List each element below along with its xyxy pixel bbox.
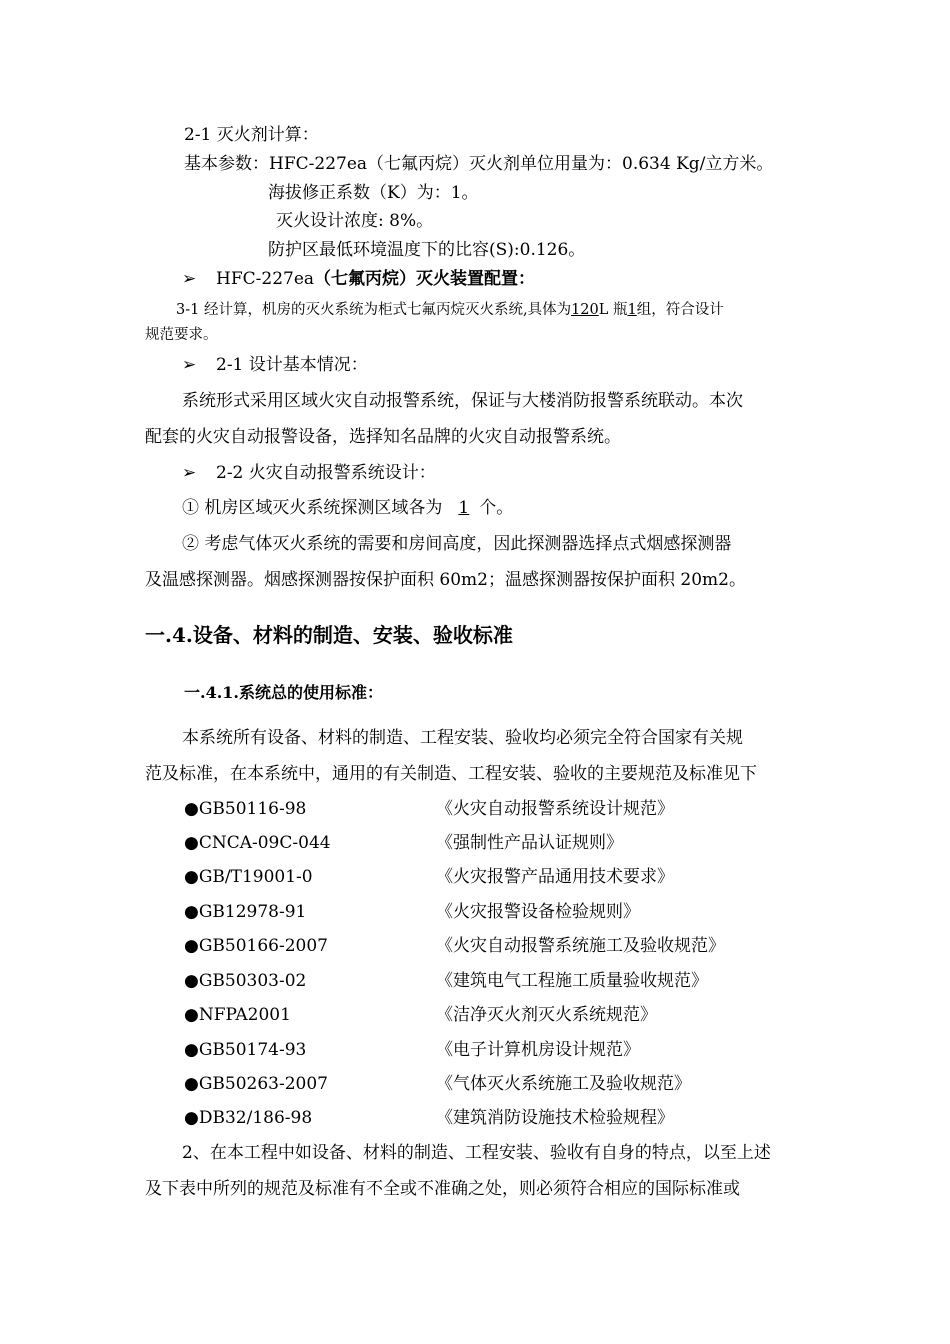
list-item [0,798,950,820]
design22-heading [182,462,436,484]
list-item [0,970,950,992]
list-item [0,1107,950,1129]
standard-name: 《火灾报警产品通用技术要求》 [436,867,674,887]
arrow-bullet-icon: ➢ [182,463,197,483]
design-concentration: 灭火设计浓度: 8%。 [276,211,434,231]
standard-name: 《气体灭火系统施工及验收规范》 [436,1074,691,1094]
design22-title: 2-2 火灾自动报警系统设计： [216,463,436,483]
design22-item2-line2: 及温感探测器。烟感探测器按保护面积 60m2；温感探测器按保护面积 20m2。 [145,570,746,590]
subsection-heading: 一.4.1.系统总的使用标准： [184,683,383,702]
calc31-text-b: L 瓶 [598,302,628,318]
config-heading-text: （七氟丙烷）灭火装置配置： [314,269,536,289]
standard-name: 《电子计算机房设计规范》 [436,1040,640,1060]
arrow-bullet-icon: ➢ [182,269,197,289]
intro-line2: 范及标准，在本系统中，通用的有关制造、工程安装、验收的主要规范及标准见下 [145,764,757,784]
design21-para-line1: 系统形式采用区域火灾自动报警系统，保证与大楼消防报警系统联动。本次 [182,391,743,411]
standard-code: ●GB12978-91 [184,902,307,922]
list-item [0,866,950,888]
closing-line1: 2、在本工程中如设备、材料的制造、工程安装、验收有自身的特点，以至上述 [182,1143,771,1163]
calc31-count: 1 [627,302,637,318]
standard-name: 《建筑消防设施技术检验规程》 [436,1108,674,1128]
standard-code: ●GB50166-2007 [184,936,328,956]
item1-text-b: 个。 [479,498,514,518]
standard-name: 《洁净灭火剂灭火系统规范》 [436,1005,657,1025]
standard-code: ●GB50303-02 [184,971,307,991]
standard-code: ●GB/T19001-0 [184,867,313,887]
intro-line1: 本系统所有设备、材料的制造、工程安装、验收均必须完全符合国家有关规 [182,728,743,748]
calc31-text-a: 3-1 经计算，机房的灭火系统为柜式七氟丙烷灭火系统,具体为 [176,302,572,318]
list-item [0,832,950,854]
list-item [0,935,950,957]
standard-code: ●GB50174-93 [184,1040,307,1060]
config-heading [182,268,535,290]
standard-name: 《建筑电气工程施工质量验收规范》 [436,971,708,991]
config-heading-prefix: HFC-227ea [216,269,315,289]
standard-code: ●CNCA-09C-044 [184,833,331,853]
standard-code: ●NFPA2001 [184,1005,291,1025]
base-params: 基本参数：HFC-227ea（七氟丙烷）灭火剂单位用量为：0.634 Kg/立方米。 [184,154,774,174]
calc31-text-c: 组，符合设计 [636,302,724,318]
design22-item1 [182,497,513,519]
arrow-bullet-icon: ➢ [182,355,197,375]
standard-name: 《火灾自动报警系统设计规范》 [436,799,674,819]
list-item [0,901,950,923]
design21-title: 2-1 设计基本情况： [216,355,368,375]
calc31-volume: 120 [571,302,599,318]
item1-value: 1 [458,498,470,518]
design21-para-line2: 配套的火灾自动报警设备，选择知名品牌的火灾自动报警系统。 [145,427,621,447]
section-heading: 一.4.设备、材料的制造、安装、验收标准 [145,623,513,647]
standard-code: ●GB50263-2007 [184,1074,328,1094]
closing-line2: 及下表中所列的规范及标准有不全或不准确之处，则必须符合相应的国际标准或 [145,1179,740,1199]
standard-name: 《火灾自动报警系统施工及验收规范》 [436,936,725,956]
calc31-line2: 规范要求。 [145,327,218,343]
list-item [0,1073,950,1095]
list-item [0,1039,950,1061]
design21-heading [182,354,368,376]
standard-name: 《火灾报警设备检验规则》 [436,902,640,922]
standard-name: 《强制性产品认证规则》 [436,833,623,853]
calc-title: 2-1 灭火剂计算： [184,125,319,145]
specific-volume: 防护区最低环境温度下的比容(S):0.126。 [268,240,586,260]
altitude-factor: 海拔修正系数（K）为：1。 [268,183,479,203]
design22-item2-line1: ② 考虑气体灭火系统的需要和房间高度，因此探测器选择点式烟感探测器 [182,534,732,554]
standard-code: ●DB32/186-98 [184,1108,313,1128]
list-item [0,1004,950,1026]
calc31-line1 [176,299,724,321]
item1-text-a: ① 机房区域灭火系统探测区域各为 [182,498,443,518]
standard-code: ●GB50116-98 [184,799,307,819]
